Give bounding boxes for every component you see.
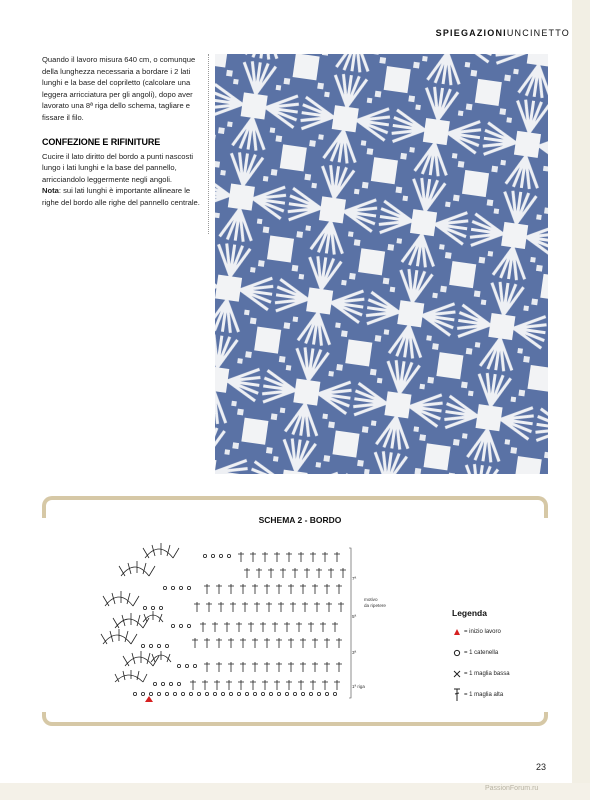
row-label-7: 7ª bbox=[352, 576, 357, 581]
start-marker-icon bbox=[145, 696, 153, 702]
repeat-bracket bbox=[349, 548, 351, 698]
legend-item-chain bbox=[452, 646, 552, 660]
row-band-1 bbox=[119, 543, 346, 578]
finishing-heading: CONFEZIONE E RIFINITURE bbox=[42, 137, 161, 147]
watermark: PassionForum.ru bbox=[485, 785, 539, 792]
legend-item-chain-label: = 1 catenella bbox=[464, 650, 499, 656]
open-circle-icon bbox=[452, 646, 462, 660]
motif-note-line2: da ripetere bbox=[364, 603, 386, 608]
text-column bbox=[42, 54, 204, 208]
note-text: : sui lati lunghi è importante allineare le righe del bordo alle righe del pannello centrale. bbox=[42, 186, 200, 207]
sidebar-band bbox=[572, 0, 590, 800]
legend-item-double-label: = 1 maglia alta bbox=[464, 692, 504, 698]
intro-paragraph: Quando il lavoro misura 640 cm, o comunque della lunghezza necessaria a bordare i 2 lati lunghi e la base del copriletto (calcolare una leggera arricciatura per gli angoli), dopo aver lavorato una 8ª riga dello schema, tagliare e fissare il filo. bbox=[42, 55, 196, 122]
motif-note-line1: motivo bbox=[364, 597, 378, 602]
section-label bbox=[420, 28, 570, 38]
legend bbox=[452, 608, 552, 709]
lace-photo-image bbox=[215, 54, 548, 474]
note-paragraph bbox=[42, 185, 204, 208]
finishing-paragraph: Cucire il lato diritto del bordo a punti nascosti lungo i lati lunghi e la base del pannello, arricciandolo leggermente negli angoli. bbox=[42, 151, 194, 184]
schema-title: SCHEMA 2 - BORDO bbox=[258, 515, 342, 525]
legend-item-single-label: = 1 maglia bassa bbox=[464, 671, 510, 677]
row-band-2 bbox=[103, 584, 344, 612]
crochet-diagram-svg bbox=[85, 532, 385, 712]
motif-note bbox=[364, 597, 404, 609]
legend-item-double bbox=[452, 688, 552, 702]
page-number: 23 bbox=[536, 762, 547, 772]
note-label: Nota bbox=[42, 186, 59, 195]
row-band-4 bbox=[115, 651, 342, 696]
lace-photo bbox=[215, 54, 548, 474]
row-label-3: 3ª bbox=[352, 650, 357, 655]
x-cross-icon bbox=[452, 667, 462, 681]
section-label-bold: SPIEGAZIONI bbox=[435, 28, 507, 38]
row-band-3 bbox=[101, 611, 342, 648]
row-label-5: 5ª bbox=[352, 614, 357, 619]
double-crochet-icon bbox=[452, 688, 462, 702]
crochet-diagram bbox=[85, 532, 385, 712]
section-label-light: UNCINETTO bbox=[506, 28, 570, 38]
red-triangle-icon bbox=[452, 625, 462, 639]
legend-item-start-label: = inizio lavoro bbox=[464, 629, 501, 635]
row-label-1: 1ª riga bbox=[352, 684, 365, 689]
schema-frame-bottom bbox=[42, 712, 548, 726]
column-divider bbox=[208, 54, 209, 234]
legend-item-start bbox=[452, 625, 552, 639]
legend-title: Legenda bbox=[452, 608, 487, 618]
legend-item-single bbox=[452, 667, 552, 681]
